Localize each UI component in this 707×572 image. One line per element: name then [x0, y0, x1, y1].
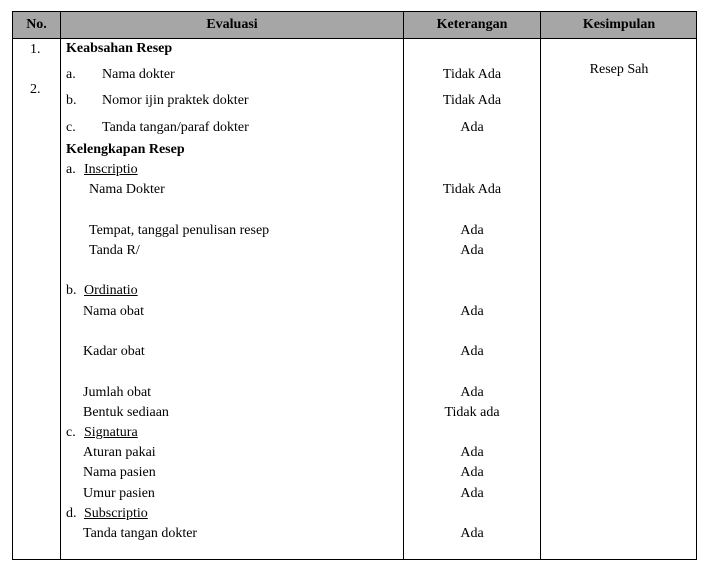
header-kesimpulan: Kesimpulan — [582, 17, 656, 32]
item-keterangan: Ada — [460, 344, 484, 359]
item-keterangan: Tidak Ada — [442, 182, 502, 197]
column-divider — [540, 12, 541, 559]
item-label: Nomor ijin praktek dokter — [102, 93, 249, 108]
subsection-letter: a. — [66, 162, 76, 177]
subsection-title-ordinatio: Ordinatio — [84, 283, 138, 298]
row-number: 2. — [30, 82, 41, 97]
subsection-title-signatura: Signatura — [84, 425, 138, 440]
subsection-letter: c. — [66, 425, 76, 440]
item-keterangan: Ada — [460, 223, 484, 238]
item-keterangan: Ada — [460, 486, 484, 501]
item-keterangan: Ada — [460, 304, 484, 319]
subsection-letter: d. — [66, 506, 77, 521]
item-keterangan: Tidak Ada — [442, 93, 502, 108]
item-label: Umur pasien — [83, 486, 155, 501]
item-label: Nama obat — [83, 304, 145, 319]
item-keterangan: Ada — [460, 526, 484, 541]
item-label: Kadar obat — [83, 344, 145, 359]
item-label: Aturan pakai — [83, 445, 156, 460]
item-label: Bentuk sediaan — [83, 405, 169, 420]
subsection-title-subscriptio: Subscriptio — [84, 506, 148, 521]
kesimpulan-value: Resep Sah — [589, 62, 649, 77]
item-letter: b. — [66, 93, 77, 108]
item-keterangan: Ada — [460, 120, 484, 135]
item-keterangan: Ada — [460, 465, 484, 480]
item-label: Tanda tangan/paraf dokter — [102, 120, 249, 135]
item-label: Jumlah obat — [83, 385, 152, 400]
item-label: Nama Dokter — [89, 182, 165, 197]
item-keterangan: Ada — [460, 385, 484, 400]
item-letter: c. — [66, 120, 76, 135]
table-header — [13, 12, 696, 39]
item-label: Tanda R/ — [89, 243, 140, 258]
subsection-letter: b. — [66, 283, 77, 298]
item-label: Tempat, tanggal penulisan resep — [89, 223, 270, 238]
subsection-title-inscriptio: Inscriptio — [84, 162, 138, 177]
header-evaluasi: Evaluasi — [206, 17, 258, 32]
column-divider — [60, 12, 61, 559]
item-label: Nama pasien — [83, 465, 156, 480]
item-keterangan: Tidak Ada — [442, 67, 502, 82]
item-keterangan: Ada — [460, 445, 484, 460]
evaluation-table — [12, 11, 697, 560]
row-number: 1. — [30, 42, 41, 57]
section-title-keabsahan: Keabsahan Resep — [66, 41, 173, 56]
section-title-kelengkapan: Kelengkapan Resep — [66, 142, 185, 157]
item-letter: a. — [66, 67, 76, 82]
item-keterangan: Tidak ada — [444, 405, 500, 420]
header-no: No. — [26, 17, 47, 32]
item-keterangan: Ada — [460, 243, 484, 258]
item-label: Tanda tangan dokter — [83, 526, 198, 541]
item-label: Nama dokter — [102, 67, 175, 82]
header-keterangan: Keterangan — [436, 17, 508, 32]
